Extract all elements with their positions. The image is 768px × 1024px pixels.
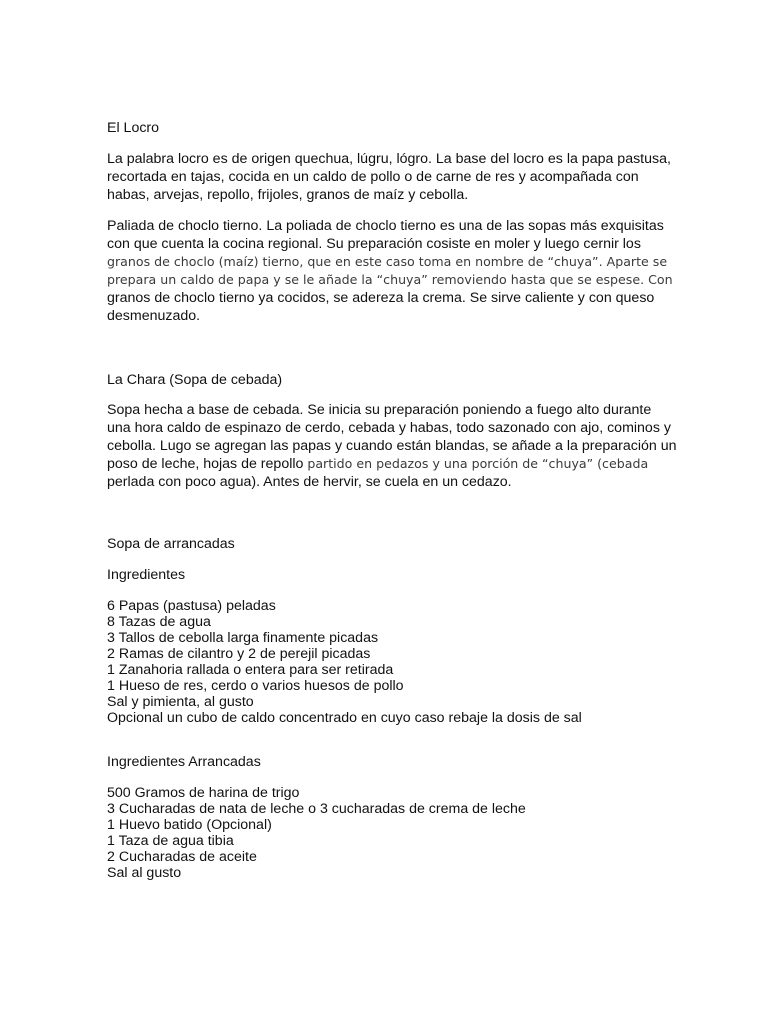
ingredient-item: 8 Tazas de agua (107, 614, 211, 630)
ingredient-item: 2 Ramas de cilantro y 2 de perejil picadas (107, 646, 371, 662)
ingredient-item: Sal y pimienta, al gusto (107, 694, 254, 710)
locro-paragraph-2 (107, 217, 673, 325)
text-line: habas, arvejas, repollo, frijoles, granos de maíz y cebolla. (107, 187, 469, 203)
arrancadas-ingredients-list (107, 785, 667, 881)
text-line: granos de choclo (maíz) tierno, que en este caso toma en nombre de “chuya”. Aparte se (107, 254, 668, 269)
chara-paragraph (107, 401, 677, 491)
text-line: poso de leche, hojas de repollo partido en pedazos y una porción de “chuya” (cebada (107, 456, 649, 472)
locro-title: El Locro (107, 120, 160, 136)
text-line: perlada con poco agua). Antes de hervir, se cuela en un cedazo. (107, 474, 512, 490)
text-line: cebolla. Lugo se agregan las papas y cuando están blandas, se añade a la preparación un (107, 438, 677, 454)
ingredient-item: 6 Papas (pastusa) peladas (107, 598, 276, 614)
ingredient-item: Sal al gusto (107, 865, 182, 881)
text-line: La palabra locro es de origen quechua, lúgru, lógro. La base del locro es la papa pastusa, (107, 151, 671, 167)
ingredient-item: 1 Zanahoria rallada o entera para ser retirada (107, 662, 394, 678)
ingredient-item: 3 Tallos de cebolla larga finamente picadas (107, 630, 379, 646)
text-line: Sopa hecha a base de cebada. Se inicia su preparación poniendo a fuego alto durante (107, 402, 652, 418)
ingredient-item: 500 Gramos de harina de trigo (107, 785, 300, 801)
ingredient-item: 1 Hueso de res, cerdo o varios huesos de pollo (107, 678, 404, 694)
text-line: desmenuzado. (107, 308, 201, 324)
arrancadas-ingredients-heading: Ingredientes Arrancadas (107, 754, 261, 770)
ingredients-list (107, 598, 667, 726)
text-line: recortada en tajas, cocida en un caldo de pollo o de carne de res y acompañada con (107, 169, 639, 185)
ingredient-item: 3 Cucharadas de nata de leche o 3 cucharadas de crema de leche (107, 801, 526, 817)
text-line: prepara un caldo de papa y se le añade la “chuya” removiendo hasta que se espese. Con (107, 272, 673, 287)
locro-paragraph-1 (107, 150, 671, 204)
text-line: Paliada de choclo tierno. La poliada de choclo tierno es una de las sopas más exquisitas (107, 218, 664, 234)
ingredient-item: 1 Huevo batido (Opcional) (107, 817, 272, 833)
ingredients-heading: Ingredientes (107, 567, 186, 583)
ingredient-item: 1 Taza de agua tibia (107, 833, 234, 849)
ingredient-item: 2 Cucharadas de aceite (107, 849, 257, 865)
text-line: una hora caldo de espinazo de cerdo, cebada y habas, todo sazonado con ajo, cominos y (107, 420, 671, 436)
text-line: con que cuenta la cocina regional. Su preparación cosiste en moler y luego cernir los (107, 236, 641, 252)
chara-title: La Chara (Sopa de cebada) (107, 372, 283, 388)
ingredient-item: Opcional un cubo de caldo concentrado en cuyo caso rebaje la dosis de sal (107, 710, 582, 726)
arrancadas-title: Sopa de arrancadas (107, 536, 235, 552)
text-line: granos de choclo tierno ya cocidos, se adereza la crema. Se sirve caliente y con queso (107, 290, 655, 306)
